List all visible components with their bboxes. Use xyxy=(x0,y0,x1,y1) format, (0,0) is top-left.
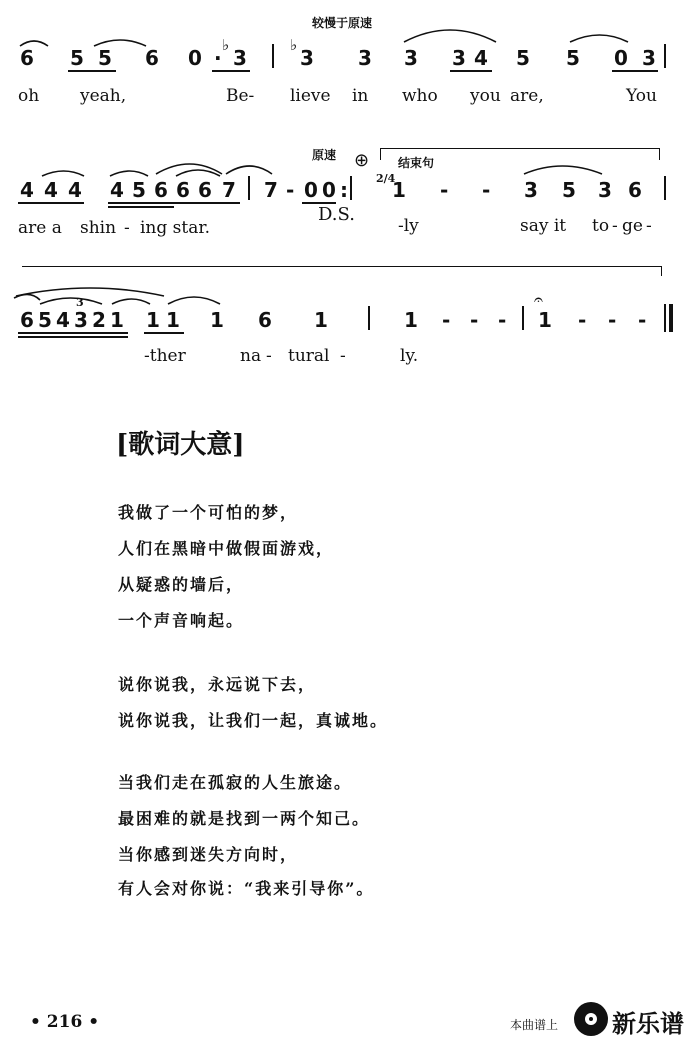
note: 4 xyxy=(110,178,124,202)
note: 5 xyxy=(566,46,580,70)
site-logo-text: 新乐谱 xyxy=(612,1010,684,1038)
slur-arc xyxy=(16,288,164,296)
lyric-translation-line: 当你感到迷失方向时， xyxy=(118,845,299,864)
tie-arc xyxy=(570,35,628,42)
note: 4 xyxy=(68,178,82,202)
note: 4 xyxy=(44,178,58,202)
note: 6 xyxy=(20,308,34,332)
ending-label: 结束句 xyxy=(398,156,435,170)
note: 3 xyxy=(524,178,538,202)
dash: - xyxy=(608,308,617,332)
lyric: tural xyxy=(288,346,330,366)
dash: - xyxy=(442,308,451,332)
lyric: ing star. xyxy=(140,218,211,238)
lyric: are, xyxy=(510,86,544,106)
repeat-sign: : xyxy=(340,178,348,202)
note: 3 xyxy=(300,46,314,70)
lyric-translation-line: 有人会对你说：“我来引导你”。 xyxy=(118,879,375,898)
note: 5 xyxy=(132,178,146,202)
section-heading: [歌词大意] xyxy=(116,430,245,460)
lyric: oh xyxy=(18,86,40,106)
original-tempo-mark: 原速 xyxy=(312,148,337,162)
note: 1 xyxy=(314,308,328,332)
note: 0 xyxy=(304,178,318,202)
note: 6 xyxy=(20,46,34,70)
lyric-translation-line: 人们在黑暗中做假面游戏， xyxy=(118,539,335,558)
coda-icon: ⊕ xyxy=(354,150,370,171)
tie-arc xyxy=(20,41,48,46)
note: 6 xyxy=(198,178,212,202)
note: 6 xyxy=(145,46,159,70)
tie-arc xyxy=(112,299,150,304)
tie-arc xyxy=(110,171,148,176)
flat-sign: ♭ xyxy=(290,36,298,54)
lyric: you xyxy=(470,86,501,106)
lyric: lieve xyxy=(290,86,331,106)
dash: - xyxy=(578,308,587,332)
augmentation-dot: · xyxy=(214,46,222,70)
tie-arc xyxy=(94,40,146,46)
lyric: say it xyxy=(520,216,567,236)
lyric: You xyxy=(626,86,657,106)
dash: - xyxy=(440,178,449,202)
lyric: ge xyxy=(622,216,643,236)
note: 1 xyxy=(392,178,406,202)
lyric-translation-line: 当我们走在孤寂的人生旅途。 xyxy=(118,773,353,792)
page-number: • 216 • xyxy=(30,1012,100,1032)
note: 2 xyxy=(92,308,106,332)
lyric: who xyxy=(402,86,438,106)
triplet-mark: 3 xyxy=(76,296,84,309)
note: 1 xyxy=(210,308,224,332)
tie-arc xyxy=(226,166,272,174)
lyric: -ly xyxy=(398,216,419,236)
dash: - xyxy=(498,308,507,332)
note: 5 xyxy=(98,46,112,70)
note: 0 xyxy=(614,46,628,70)
note: 7 xyxy=(222,178,236,202)
flat-sign: ♭ xyxy=(222,36,230,54)
lyric: yeah, xyxy=(80,86,127,106)
lyric: in xyxy=(352,86,369,106)
note: 1 xyxy=(110,308,124,332)
lyric: to xyxy=(592,216,610,236)
note: 0 xyxy=(322,178,336,202)
tempo-mark: 较慢于原速 xyxy=(312,16,373,30)
slurs-and-ties xyxy=(0,0,700,380)
lyric: Be- xyxy=(226,86,255,106)
lyric-translation-line: 我做了一个可怕的梦， xyxy=(118,503,299,522)
lyric: are a xyxy=(18,218,62,238)
dash: - xyxy=(286,178,295,202)
note: 7 xyxy=(264,178,278,202)
tie-arc xyxy=(40,298,102,304)
lyric: -ther xyxy=(144,346,186,366)
note: 3 xyxy=(642,46,656,70)
lyric-translation-line: 从疑惑的墙后， xyxy=(118,575,245,594)
lyric-translation-line: 说你说我，永远说下去， xyxy=(118,675,317,694)
note: 4 xyxy=(474,46,488,70)
lyric: - xyxy=(340,346,346,366)
note: 1 xyxy=(146,308,160,332)
note: 6 xyxy=(154,178,168,202)
note: 6 xyxy=(258,308,272,332)
note: 1 xyxy=(538,308,552,332)
lyric-translation-line: 一个声音响起。 xyxy=(118,611,245,630)
tie-arc xyxy=(176,170,220,176)
note: 5 xyxy=(38,308,52,332)
note: 5 xyxy=(562,178,576,202)
note: 4 xyxy=(20,178,34,202)
note: 6 xyxy=(176,178,190,202)
lyric: shin xyxy=(80,218,117,238)
tie-arc xyxy=(168,297,220,304)
dash: - xyxy=(470,308,479,332)
lyric: - xyxy=(266,346,272,366)
note: 0 xyxy=(188,46,202,70)
dash: - xyxy=(482,178,491,202)
note: 5 xyxy=(516,46,530,70)
lyric: - xyxy=(646,216,652,236)
tie-arc xyxy=(524,166,602,174)
tie-arc xyxy=(404,30,496,42)
lyric: na xyxy=(240,346,262,366)
ds-mark: D.S. xyxy=(318,204,355,225)
lyric: ly. xyxy=(400,346,419,366)
note: 3 xyxy=(452,46,466,70)
time-signature: 2/4 xyxy=(376,172,396,185)
note: 1 xyxy=(404,308,418,332)
note: 3 xyxy=(598,178,612,202)
lyric: - xyxy=(124,218,130,238)
tie-arc xyxy=(42,171,84,176)
note: 3 xyxy=(404,46,418,70)
note: 3 xyxy=(74,308,88,332)
lyric: - xyxy=(612,216,618,236)
vinyl-record-icon xyxy=(574,1002,608,1036)
lyric-translation-line: 说你说我，让我们一起，真诚地。 xyxy=(118,711,389,730)
source-note: 本曲谱上 xyxy=(510,1018,559,1032)
note: 3 xyxy=(233,46,247,70)
lyric-translation-line: 最困难的就是找到一两个知己。 xyxy=(118,809,371,828)
dash: - xyxy=(638,308,647,332)
note: 5 xyxy=(70,46,84,70)
note: 6 xyxy=(628,178,642,202)
note: 4 xyxy=(56,308,70,332)
note: 3 xyxy=(358,46,372,70)
note: 1 xyxy=(166,308,180,332)
fermata-icon: 𝄐 xyxy=(534,290,543,309)
